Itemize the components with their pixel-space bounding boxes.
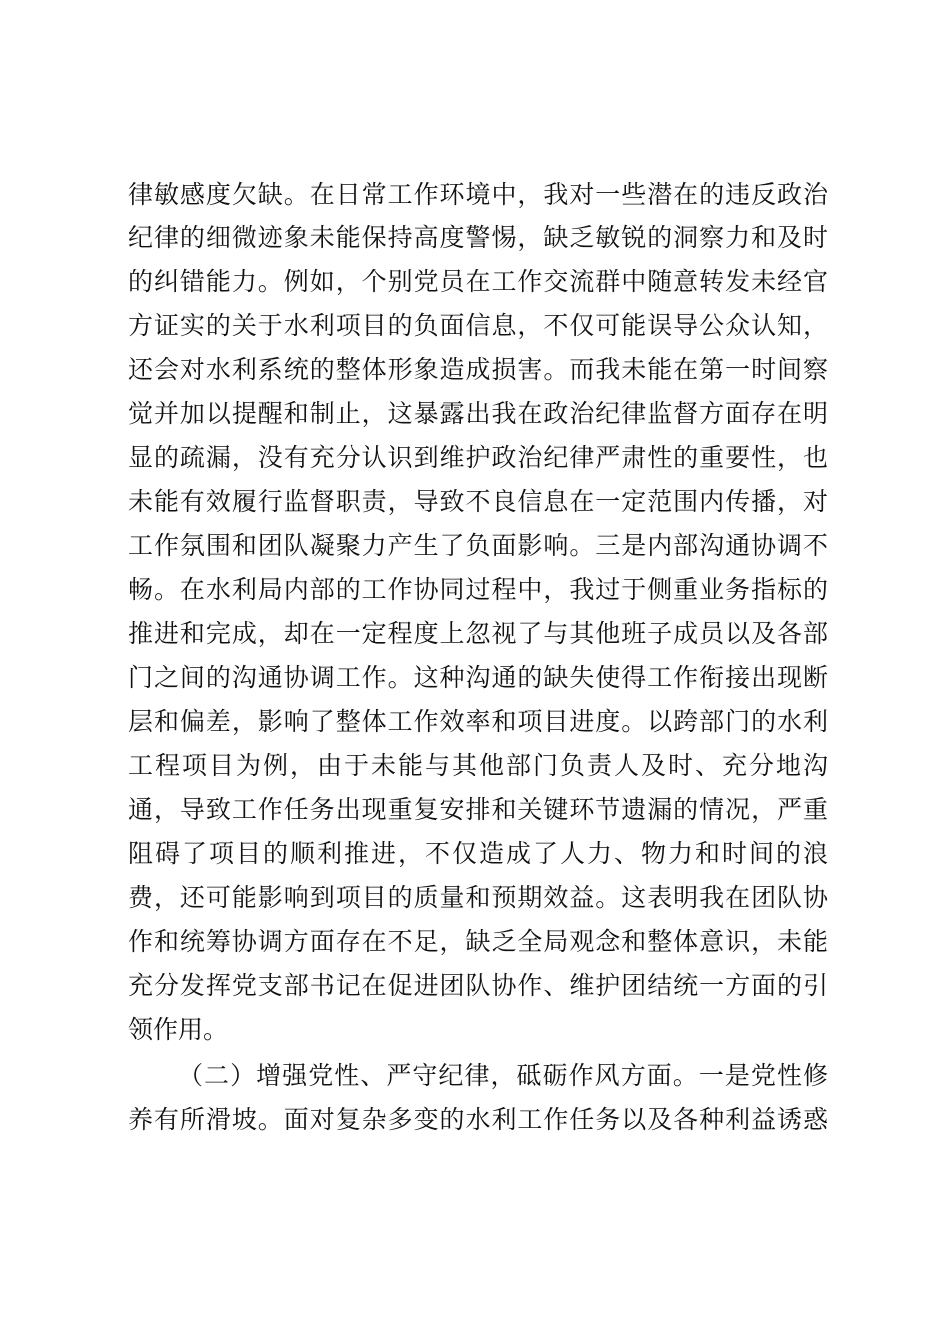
paragraph-1-line-5: 还会对水利系统的整体形象造成损害。而我未能在第一时间察 — [128, 355, 828, 384]
paragraph-1-line-14: 工程项目为例，由于未能与其他部门负责人及时、充分地沟 — [128, 751, 828, 780]
paragraph-1-line-6: 觉并加以提醒和制止，这暴露出我在政治纪律监督方面存在明 — [128, 399, 828, 428]
paragraph-1-line-3: 的纠错能力。例如，个别党员在工作交流群中随意转发未经官 — [128, 267, 828, 296]
paragraph-1-line-11: 推进和完成，却在一定程度上忽视了与其他班子成员以及各部 — [128, 619, 828, 648]
paragraph-1-line-13: 层和偏差，影响了整体工作效率和项目进度。以跨部门的水利 — [128, 707, 828, 736]
paragraph-1-line-19: 充分发挥党支部书记在促进团队协作、维护团结统一方面的引 — [128, 971, 828, 1000]
paragraph-1-line-12: 门之间的沟通协调工作。这种沟通的缺失使得工作衔接出现断 — [128, 663, 828, 692]
paragraph-2-line-1: （二）增强党性、严守纪律，砥砺作风方面。一是党性修 — [178, 1061, 828, 1090]
paragraph-1-line-16: 阻碍了项目的顺利推进，不仅造成了人力、物力和时间的浪 — [128, 839, 828, 868]
paragraph-2-line-2: 养有所滑坡。面对复杂多变的水利工作任务以及各种利益诱惑 — [128, 1105, 828, 1134]
paragraph-1-line-18: 作和统筹协调方面存在不足，缺乏全局观念和整体意识，未能 — [128, 927, 828, 956]
paragraph-1-line-17: 费，还可能影响到项目的质量和预期效益。这表明我在团队协 — [128, 883, 828, 912]
paragraph-1-line-20: 领作用。 — [128, 1015, 229, 1044]
paragraph-1-line-1: 律敏感度欠缺。在日常工作环境中，我对一些潜在的违反政治 — [128, 180, 828, 209]
paragraph-1-line-4: 方证实的关于水利项目的负面信息，不仅可能误导公众认知， — [128, 311, 828, 340]
paragraph-1-line-10: 畅。在水利局内部的工作协同过程中，我过于侧重业务指标的 — [128, 575, 828, 604]
paragraph-1-line-7: 显的疏漏，没有充分认识到维护政治纪律严肃性的重要性，也 — [128, 443, 828, 472]
paragraph-1-line-15: 通，导致工作任务出现重复安排和关键环节遗漏的情况，严重 — [128, 795, 828, 824]
paragraph-1-line-9: 工作氛围和团队凝聚力产生了负面影响。三是内部沟通协调不 — [128, 531, 828, 560]
paragraph-1-line-2: 纪律的细微迹象未能保持高度警惕，缺乏敏锐的洞察力和及时 — [128, 223, 828, 252]
paragraph-1-line-8: 未能有效履行监督职责，导致不良信息在一定范围内传播，对 — [128, 487, 828, 516]
